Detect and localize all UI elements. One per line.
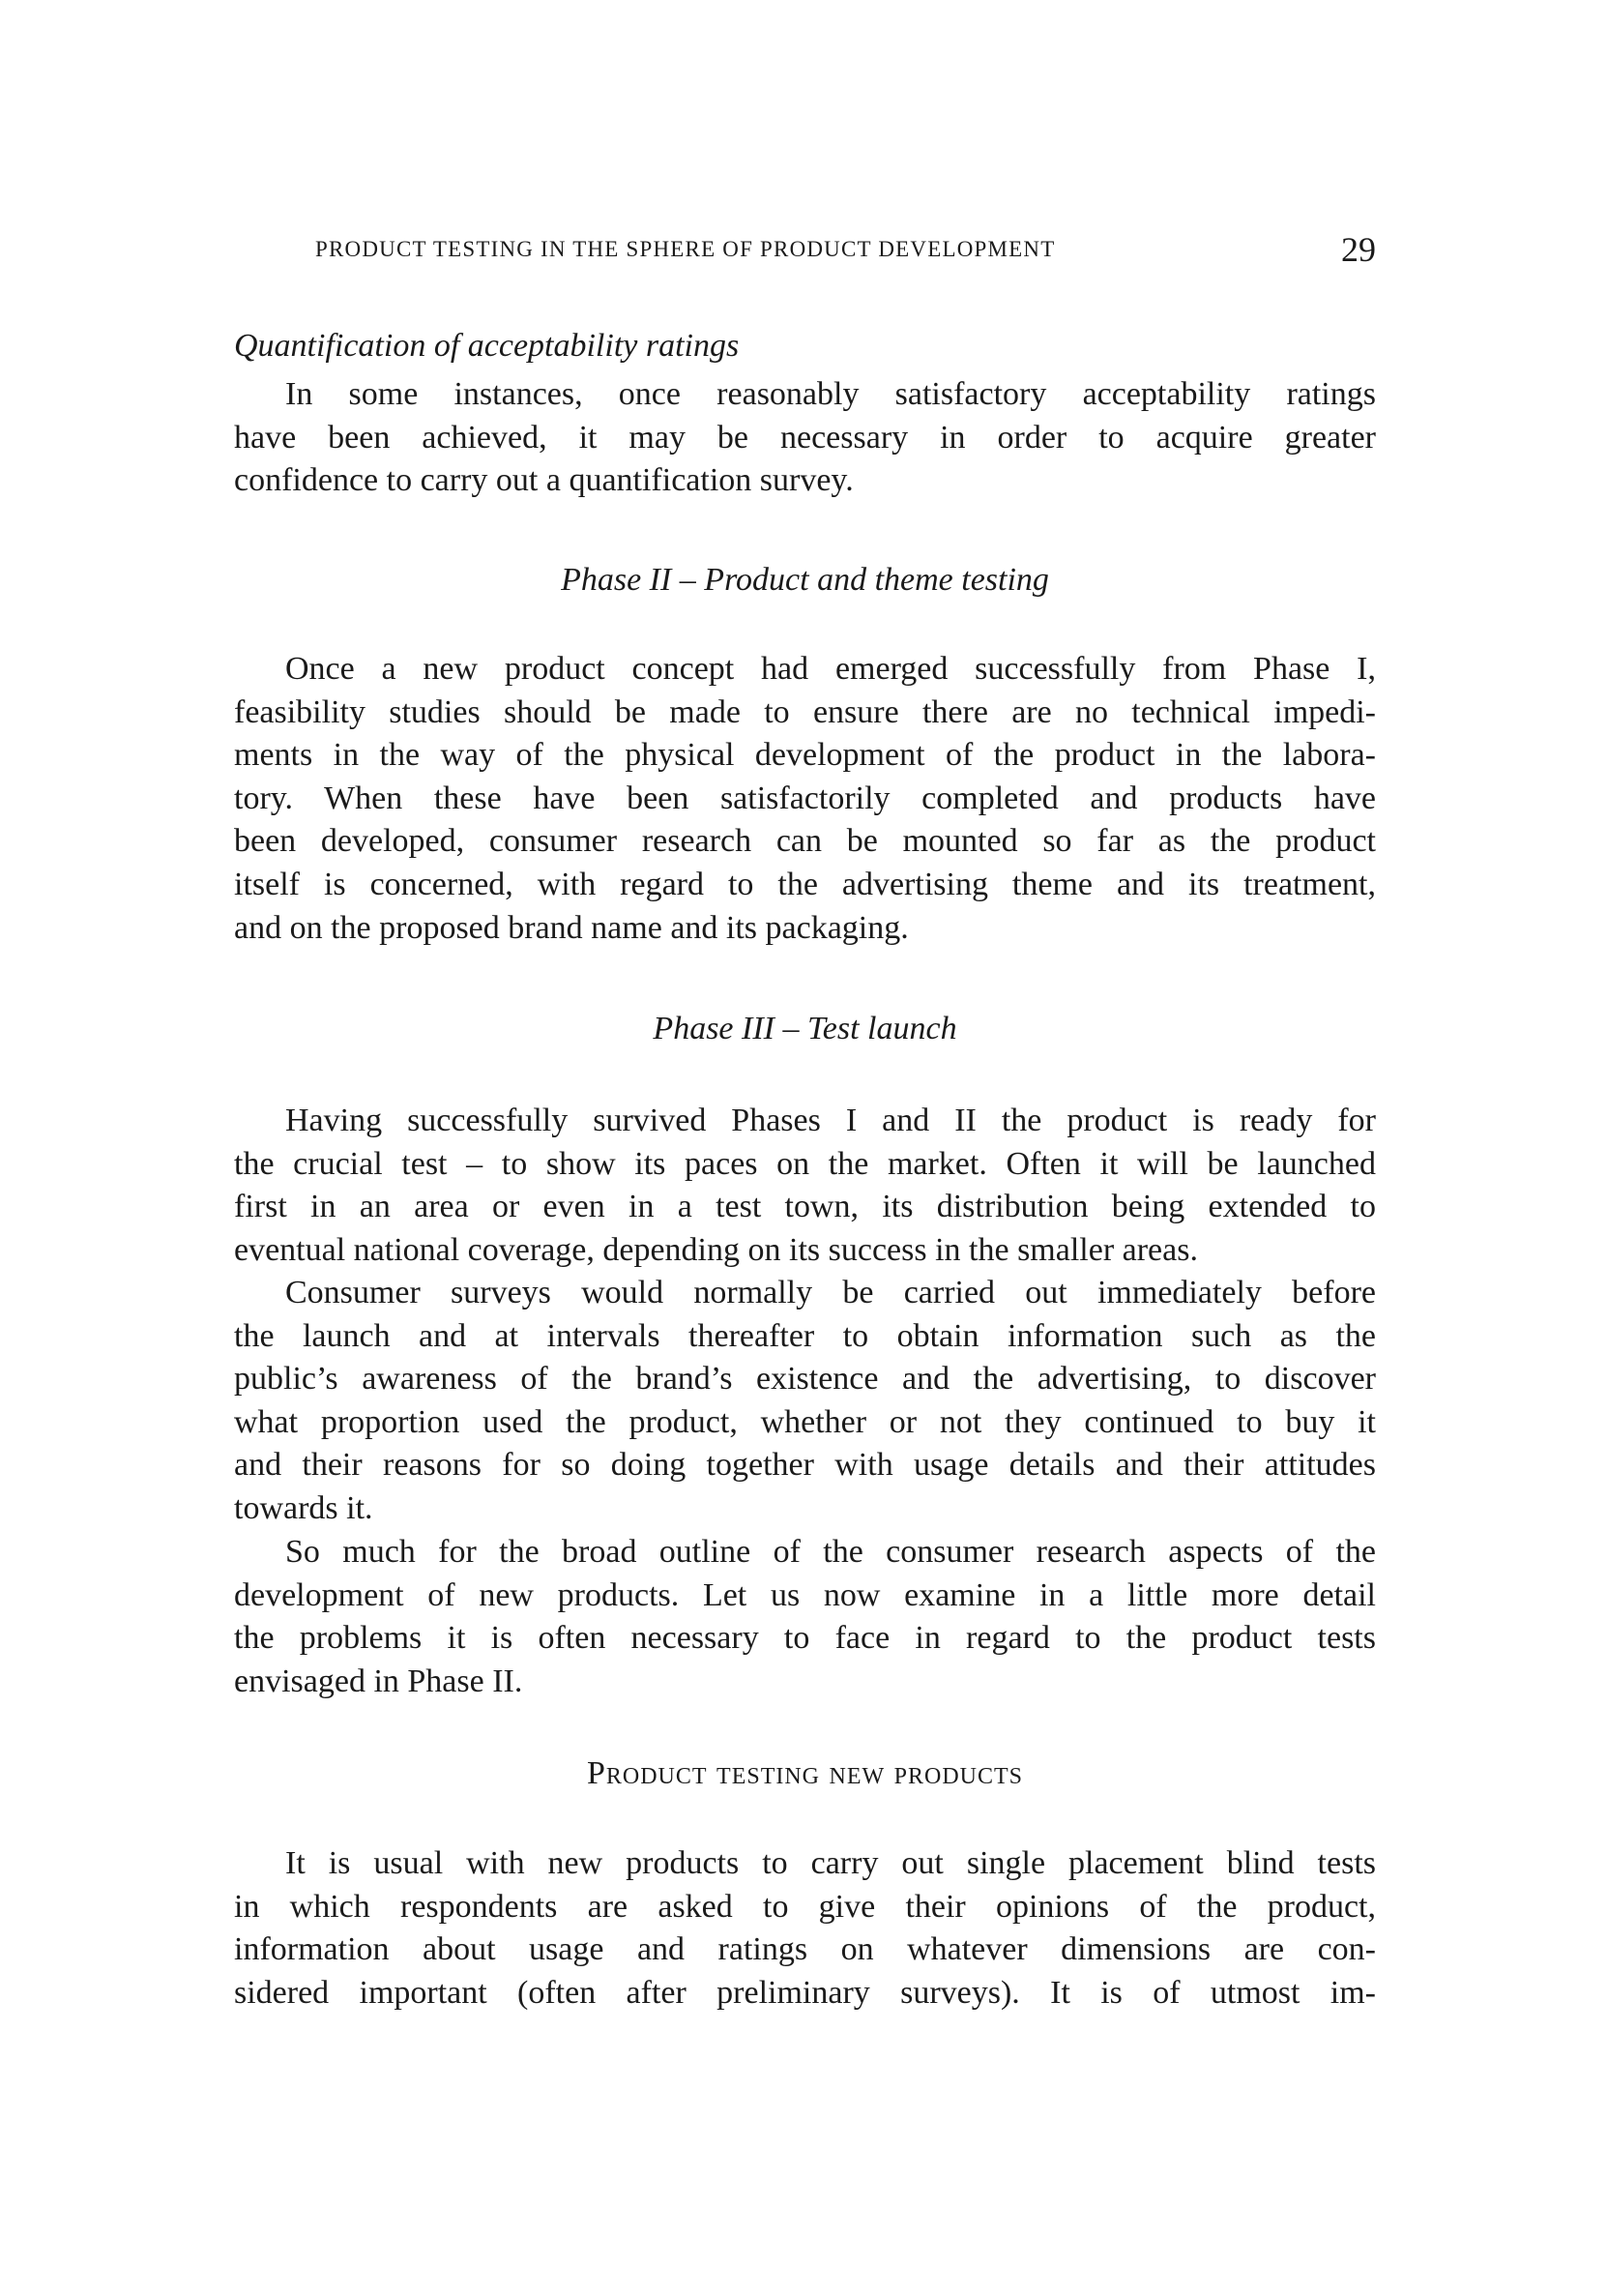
text-line: tory. When these have been satisfactorily completed and products have [234, 780, 1376, 816]
paragraph-quantification [234, 373, 1376, 503]
text-line: development of new products. Let us now examine in a little more detail [234, 1576, 1376, 1613]
text-line: the problems it is often necessary to face in regard to the product tests [234, 1620, 1376, 1657]
text-line: sidered important (often after preliminary surveys). It is of utmost im- [234, 1974, 1376, 2011]
text-line: eventual national coverage, depending on its success in the smaller areas. [234, 1231, 1198, 1268]
text-line: envisaged in Phase II. [234, 1663, 523, 1699]
paragraph-phase-3-c [234, 1531, 1376, 1703]
text-line: what proportion used the product, whether or not they continued to buy it [234, 1403, 1376, 1440]
text-line: been developed, consumer research can be mounted so far as the product [234, 823, 1376, 860]
text-line: itself is concerned, with regard to the advertising theme and its treatment, [234, 866, 1376, 902]
text-line: and on the proposed brand name and its packaging. [234, 909, 909, 946]
text-line: It is usual with new products to carry out single placement blind tests [285, 1845, 1376, 1881]
text-line: towards it. [234, 1489, 373, 1526]
text-line: have been achieved, it may be necessary in order to acquire greater [234, 419, 1376, 456]
text-line: confidence to carry out a quantification survey. [234, 462, 854, 499]
paragraph-new-products [234, 1842, 1376, 2015]
running-head [234, 228, 1376, 271]
text-line: In some instances, once reasonably satisfactory acceptability ratings [285, 376, 1376, 412]
text-line: So much for the broad outline of the consumer research aspects of the [285, 1534, 1376, 1570]
section-heading-new-products: Product testing new products [586, 1755, 1024, 1791]
section-heading-phase-3: Phase III – Test launch [653, 1011, 957, 1046]
paragraph-phase-3-b [234, 1272, 1376, 1531]
text-line: Once a new product concept had emerged successfully from Phase I, [285, 651, 1376, 687]
paragraph-phase-3-a [234, 1100, 1376, 1272]
section-heading-quantification: Quantification of acceptability ratings [234, 328, 740, 364]
text-line: Consumer surveys would normally be carried out immediately before [285, 1275, 1376, 1310]
text-line: in which respondents are asked to give their opinions of the product, [234, 1888, 1376, 1925]
text-line: and their reasons for so doing together with usage details and their attitudes [234, 1447, 1376, 1484]
text-line: ments in the way of the physical development of the product in the labora- [234, 737, 1376, 774]
text-line: Having successfully survived Phases I and II the product is ready for [285, 1103, 1376, 1138]
paragraph-phase-2 [234, 648, 1376, 950]
text-line: the launch and at intervals thereafter to obtain information such as the [234, 1317, 1376, 1354]
section-heading-phase-2: Phase II – Product and theme testing [561, 562, 1049, 598]
running-head-title: PRODUCT TESTING IN THE SPHERE OF PRODUCT DEVELOPMENT [315, 237, 1056, 261]
page-number: 29 [1341, 230, 1376, 269]
text-line: feasibility studies should be made to ensure there are no technical impedi- [234, 693, 1376, 730]
text-line: information about usage and ratings on whatever dimensions are con- [234, 1931, 1376, 1968]
text-line: first in an area or even in a test town, its distribution being extended to [234, 1189, 1376, 1225]
text-line: the crucial test – to show its paces on the market. Often it will be launched [234, 1145, 1376, 1182]
text-line: public’s awareness of the brand’s existence and the advertising, to discover [234, 1361, 1376, 1398]
